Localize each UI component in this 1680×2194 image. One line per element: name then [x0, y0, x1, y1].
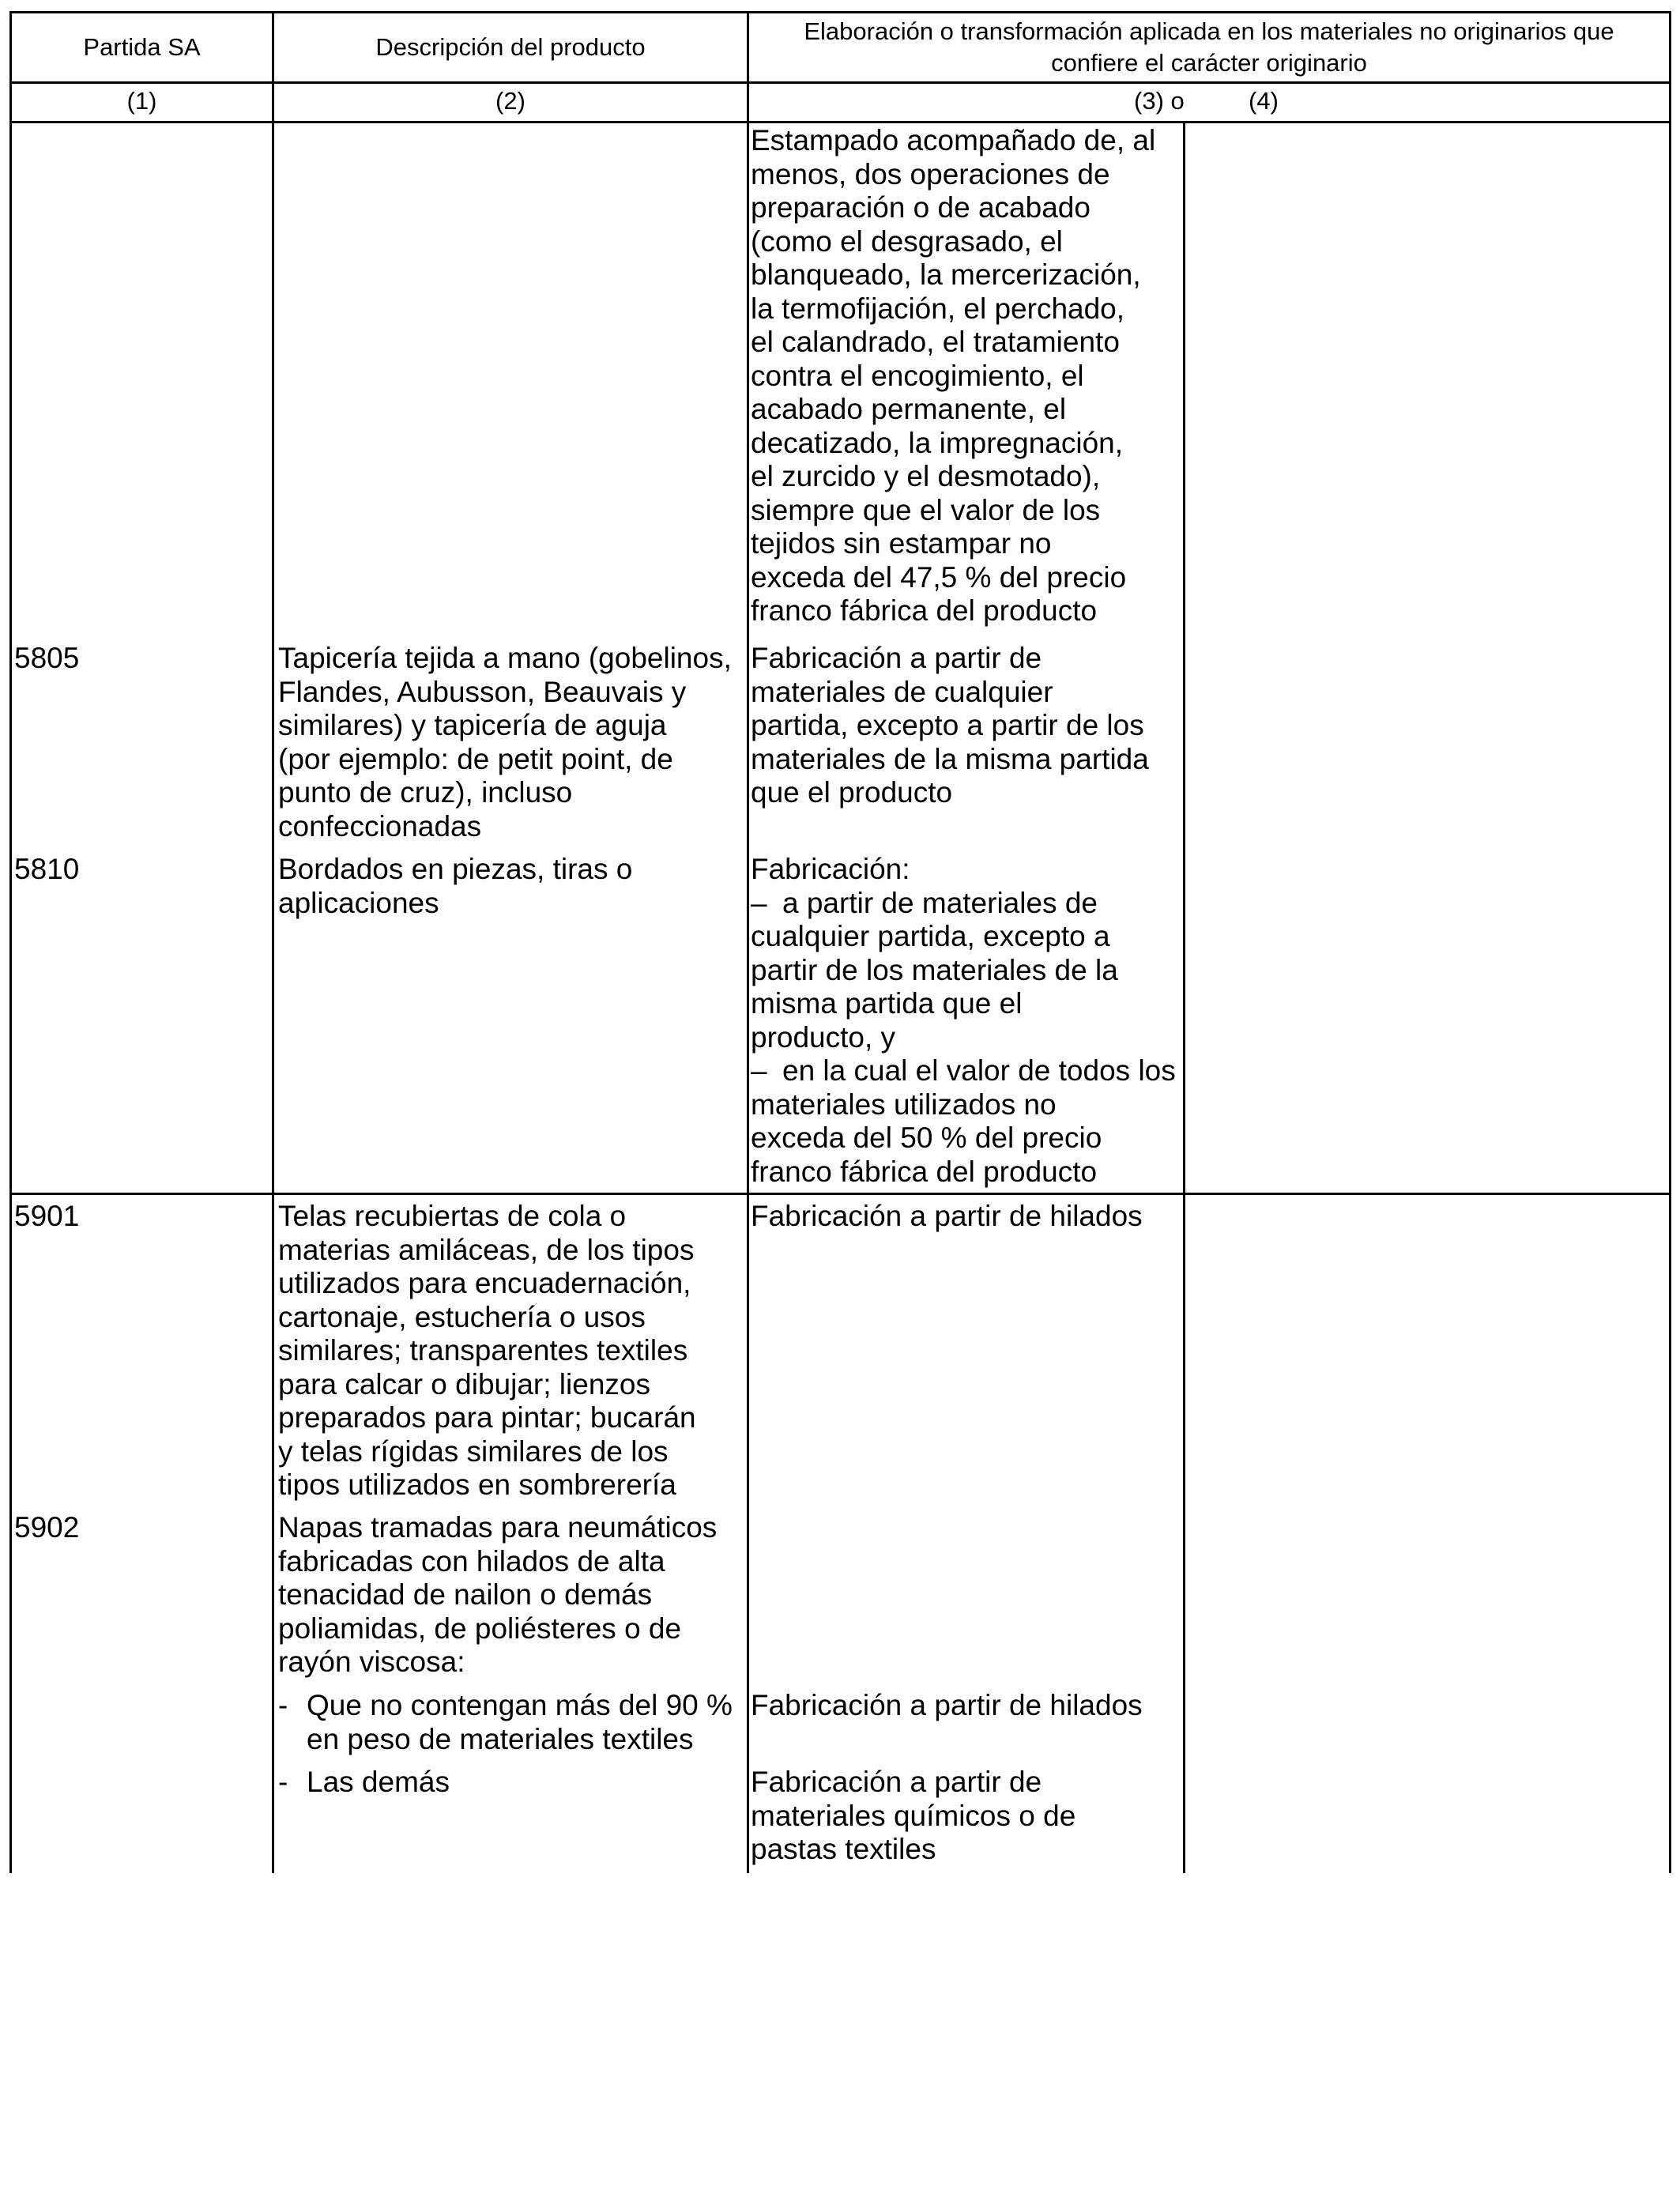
text-line: en la cual el valor de todos los: [782, 1054, 1176, 1087]
column-number-2: [274, 85, 747, 117]
text-line: decatizado, la impregnación,: [751, 426, 1124, 459]
text-line: materiales utilizados no: [751, 1088, 1057, 1121]
text-line: blanqueado, la mercerización,: [751, 258, 1141, 291]
rule-5810-bullet-2: [751, 1054, 1176, 1189]
header-elaboracion: [749, 13, 1669, 81]
text-line: Tapicería tejida a mano (gobelinos,: [278, 642, 732, 674]
text-line: preparación o de acabado: [751, 191, 1090, 224]
text-line: cualquier partida, excepto a: [751, 920, 1110, 952]
text-line: siempre que el valor de los: [751, 493, 1101, 526]
column-number-4: [1249, 85, 1279, 117]
text-line: para calcar o dibujar; lienzos: [278, 1367, 650, 1400]
text-line: punto de cruz), incluso: [278, 776, 573, 809]
text-line: preparados para pintar; bucarán: [278, 1401, 696, 1434]
header-descripcion: [274, 13, 747, 81]
text-line: tejidos sin estampar no: [751, 527, 1052, 560]
text-line: Flandes, Aubusson, Beauvais y: [278, 675, 687, 708]
code-5805: 5805: [14, 642, 80, 674]
description-5810: [278, 853, 632, 920]
text-line: que el producto: [751, 776, 953, 809]
text-line: acabado permanente, el: [751, 393, 1067, 425]
text-line: (por ejemplo: de petit point, de: [278, 742, 673, 775]
text-line: partir de los materiales de la: [751, 953, 1118, 986]
text-line: partida, excepto a partir de los: [751, 709, 1144, 741]
subitem-5902-2-dash: -: [278, 1766, 288, 1798]
rule-intro: Fabricación:: [751, 853, 910, 885]
column-number-1: [12, 85, 272, 117]
subitem-5902-1-rule: Fabricación a partir de hilados: [751, 1689, 1143, 1721]
subitem-5902-1-dash: -: [278, 1689, 288, 1721]
text-line: menos, dos operaciones de: [751, 157, 1110, 190]
column-divider-1: [272, 11, 274, 1873]
text-line: exceda del 50 % del precio: [751, 1122, 1102, 1154]
code-5901: 5901: [14, 1200, 80, 1232]
text-line: materias amiláceas, de los tipos: [278, 1233, 695, 1266]
subitem-5902-2-description: Las demás: [307, 1766, 450, 1798]
column-number-4-text: (4): [1249, 87, 1279, 115]
text-line: Que no contengan más del 90 %: [307, 1689, 733, 1721]
table-right-border: [1669, 11, 1671, 1873]
continued-rule-text: [751, 124, 1155, 628]
text-line: Bordados en piezas, tiras o: [278, 853, 633, 885]
text-line: a partir de materiales de: [782, 886, 1098, 919]
text-line: contra el encogimiento, el: [751, 359, 1084, 392]
text-line: Estampado acompañado de, al: [751, 124, 1156, 156]
text-line: similares; transparentes textiles: [278, 1334, 688, 1367]
text-line: materiales químicos o de: [751, 1799, 1076, 1832]
rule-5901: Fabricación a partir de hilados: [751, 1200, 1143, 1232]
text-line: materiales de cualquier: [751, 675, 1053, 708]
description-5901: [278, 1200, 696, 1502]
text-line: pastas textiles: [751, 1833, 936, 1865]
column-number-2-text: (2): [495, 87, 525, 115]
rule-5805: [751, 642, 1149, 810]
text-line: franco fábrica del producto: [751, 1155, 1098, 1188]
text-line: aplicaciones: [278, 886, 439, 919]
text-line: en peso de materiales textiles: [307, 1722, 694, 1755]
text-line: confeccionadas: [278, 809, 482, 843]
text-line: producto, y: [751, 1020, 896, 1054]
text-line: Napas tramadas para neumáticos: [278, 1511, 718, 1544]
text-line: tipos utilizados en sombrerería: [278, 1468, 676, 1501]
text-line: rayón viscosa:: [278, 1646, 465, 1678]
column-number-3-text: (3) o: [1134, 87, 1185, 115]
text-line: Telas recubiertas de cola o: [278, 1200, 627, 1232]
column-divider-2: [747, 11, 749, 1873]
dash-marker: –: [751, 886, 767, 919]
code-5902: 5902: [14, 1511, 80, 1544]
text-line: el zurcido y el desmotado),: [751, 460, 1101, 492]
header-partida-sa: [12, 13, 272, 81]
text-line: fabricadas con hilados de alta: [278, 1544, 665, 1578]
code-5810: 5810: [14, 853, 80, 885]
text-line: similares) y tapicería de aguja: [278, 709, 667, 741]
description-5902: [278, 1511, 717, 1679]
table-left-border: [9, 11, 12, 1873]
subitem-5902-2-rule: [751, 1766, 1075, 1867]
text-line: la termofijación, el perchado,: [751, 292, 1125, 325]
text-line: cartonaje, estuchería o usos: [278, 1300, 646, 1333]
text-line: franco fábrica del producto: [751, 594, 1098, 627]
dash-marker: –: [751, 1054, 767, 1087]
text-line: tenacidad de nailon o demás: [278, 1578, 653, 1611]
description-5805: [278, 642, 732, 843]
text-line: y telas rígidas similares de los: [278, 1434, 669, 1468]
subitem-5902-1-description: [307, 1689, 733, 1756]
text-line: materiales de la misma partida: [751, 742, 1149, 775]
text-line: Fabricación a partir de: [751, 1766, 1042, 1798]
text-line: el calandrado, el tratamiento: [751, 326, 1120, 358]
column-divider-3: [1183, 121, 1185, 1873]
row-divider-5901: [9, 1193, 1671, 1195]
column-number-divider: [9, 121, 1671, 123]
rule-5810: [751, 853, 1176, 1189]
text-line: exceda del 47,5 % del precio: [751, 560, 1127, 594]
header-col3-line2: confiere el carácter originario: [1051, 49, 1367, 77]
column-number-3: [1134, 85, 1185, 117]
header-col2-text: Descripción del producto: [375, 33, 646, 61]
text-line: misma partida que el: [751, 987, 1023, 1020]
header-col3-line1: Elaboración o transformación aplicada en los materiales no originarios que: [804, 17, 1614, 45]
rule-5810-bullet-1: [751, 887, 1176, 1055]
header-col1-text: Partida SA: [83, 33, 201, 61]
header-divider: [9, 81, 1671, 84]
text-line: poliamidas, de poliésteres o de: [278, 1612, 682, 1645]
text-line: Fabricación a partir de: [751, 642, 1042, 674]
text-line: (como el desgrasado, el: [751, 224, 1063, 258]
column-number-1-text: (1): [126, 87, 157, 115]
text-line: utilizados para encuadernación,: [278, 1267, 691, 1299]
